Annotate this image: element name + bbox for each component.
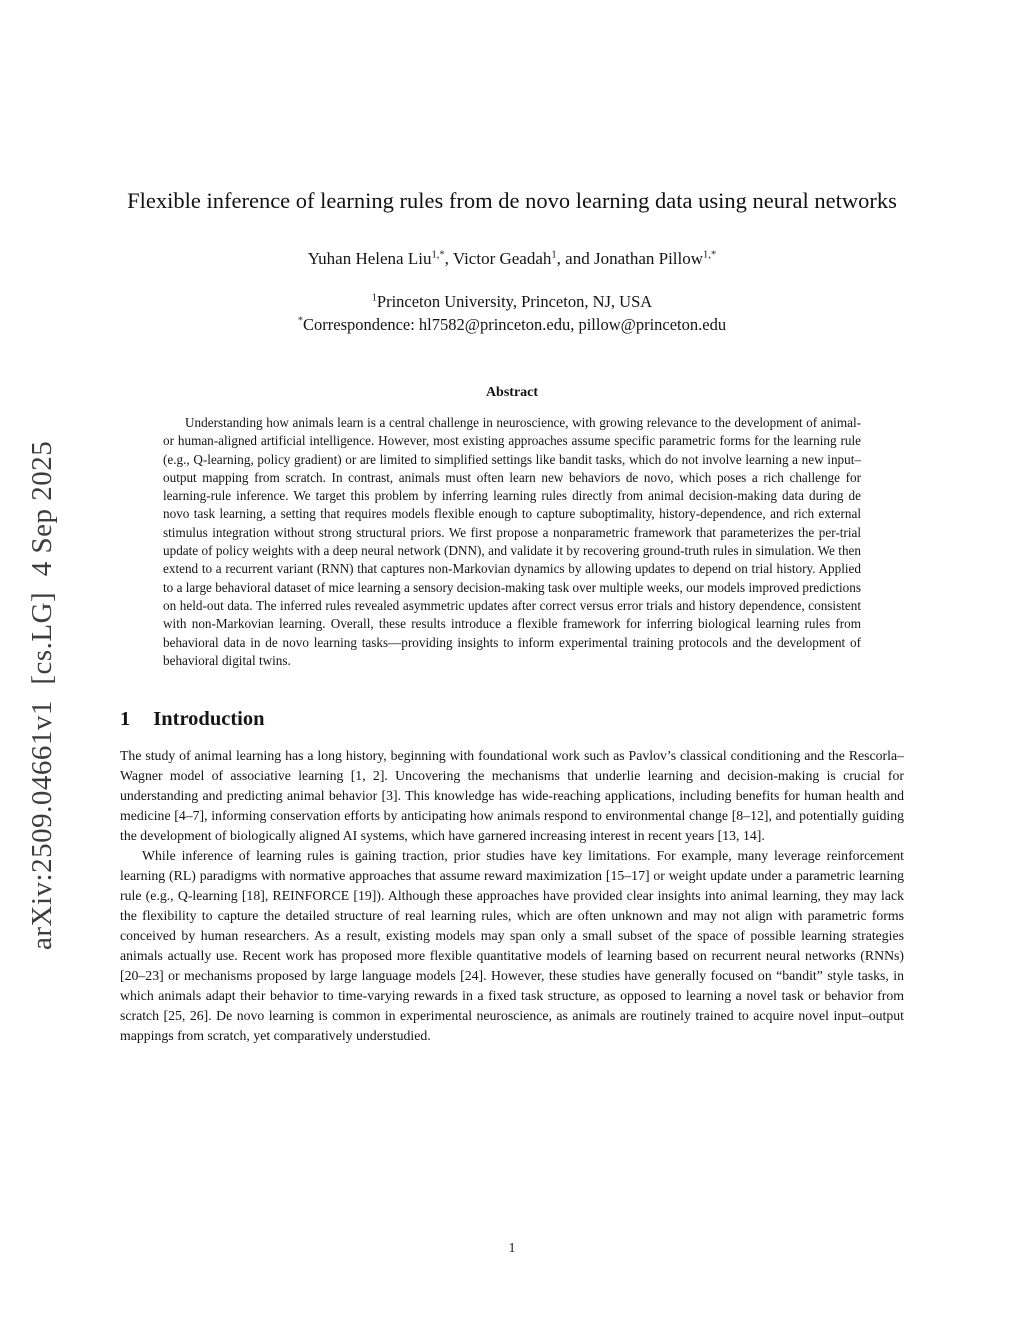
author-2-superscript: 1	[551, 249, 557, 261]
abstract-heading: Abstract	[485, 385, 539, 400]
abstract-text: Understanding how animals learn is a central challenge in neuroscience, with growing relevance to the development of animal- or human-aligned artificial intelligence. However, most existing approaches assume specific parametric forms for the learning rule (e.g., Q-learning, policy gradient) or are limited to simplified settings like bandit tasks, which do not involve learning a new input–output mapping from scratch. In contrast, animals must often learn new behaviors de novo, which poses a rich challenge for learning-rule inference. We target this problem by inferring learning rules directly from animal decision-making data during de novo task learning, a setting that requires models flexible enough to capture suboptimality, history-dependence, and rich external stimulus integration without strong structural priors. We first propose a nonparametric framework that parameterizes the per-trial update of policy weights with a deep neural network (DNN), and validate it by recovering ground-truth rules in simulation. We then extend to a recurrent variant (RNN) that captures non-Markovian dynamics by allowing updates to depend on trial history. Applied to a large behavioral dataset of mice learning a sensory decision-making task over multiple weeks, our models improved predictions on held-out data. The inferred rules revealed asymmetric updates after correct versus error trials and history dependence, consistent with non-Markovian learning. Overall, these results introduce a flexible framework for inferring biological learning rules from behavioral data in de novo learning tasks—providing insights to inform experimental training protocols and the development of behavioral digital twins.	[163, 415, 861, 668]
correspondence-superscript: *	[297, 315, 303, 327]
affiliation-text: Princeton University, Princeton, NJ, USA	[376, 292, 653, 311]
abstract-section	[120, 385, 904, 670]
page-number: 1	[508, 1240, 516, 1255]
introduction-heading	[120, 708, 904, 731]
affiliation-line	[120, 292, 904, 312]
introduction-paragraph-1: The study of animal learning has a long history, beginning with foundational work such as Pavlov’s classical conditioning and the Rescorla–Wagner model of associative learning [1, 2]. Uncovering the mechanisms that underlie learning and decision-making is crucial for understanding and predicting animal behavior [3]. This knowledge has wide-reaching applications, including benefits for human health and medicine [4–7], informing conservation efforts by anticipating how animals respond to environmental change [8–12], and potentially guiding the development of biologically aligned AI systems, which have garnered increasing interest in recent years [13, 14].	[120, 748, 904, 844]
author-2-name: , Victor Geadah	[444, 249, 552, 268]
arxiv-watermark: arXiv:2509.04661v1 [cs.LG] 4 Sep 2025	[26, 440, 58, 950]
author-3-name: , and Jonathan Pillow	[556, 249, 704, 268]
author-3-superscript: 1,*	[703, 249, 717, 261]
correspondence-line	[120, 315, 904, 335]
correspondence-text: Correspondence: hl7582@princeton.edu, pillow@princeton.edu	[303, 315, 727, 334]
affiliation-superscript: 1	[371, 292, 377, 304]
page-footer	[0, 1240, 1024, 1256]
author-1	[308, 249, 445, 268]
paper-content	[120, 0, 904, 1046]
section-title: Introduction	[153, 708, 265, 731]
author-1-name: Yuhan Helena Liu	[307, 249, 432, 268]
author-line	[120, 249, 904, 269]
author-2	[445, 249, 557, 268]
author-3	[557, 249, 717, 268]
introduction-section	[120, 708, 904, 1046]
introduction-paragraph-2: While inference of learning rules is gaining traction, prior studies have key limitations. For example, many leverage reinforcement learning (RL) paradigms with normative approaches that assume reward maximization [15–17] or weight update under a parametric learning rule (e.g., Q-learning [18], REINFORCE [19]). Although these approaches have provided clear insights into animal learning, they may lack the flexibility to capture the detailed structure of real learning rules, which are often unknown and may not align with parametric forms conceived by human researchers. As a result, existing models may span only a small subset of the space of possible learning strategies animals actually use. Recent work has proposed more flexible quantitative models of learning based on recurrent neural networks (RNNs) [20–23] or mechanisms proposed by large language models [24]. However, these studies have generally focused on “bandit” style tasks, in which animals adapt their behavior to time-varying rewards in a fixed task structure, as opposed to learning a novel task or behavior from scratch [25, 26]. De novo learning is common in experimental neuroscience, as animals are routinely trained to acquire novel input–output mappings from scratch, yet comparatively understudied.	[120, 848, 904, 1044]
paper-title: Flexible inference of learning rules from de novo learning data using neural networks	[127, 188, 897, 213]
author-1-superscript: 1,*	[431, 249, 445, 261]
section-number: 1	[120, 708, 131, 731]
